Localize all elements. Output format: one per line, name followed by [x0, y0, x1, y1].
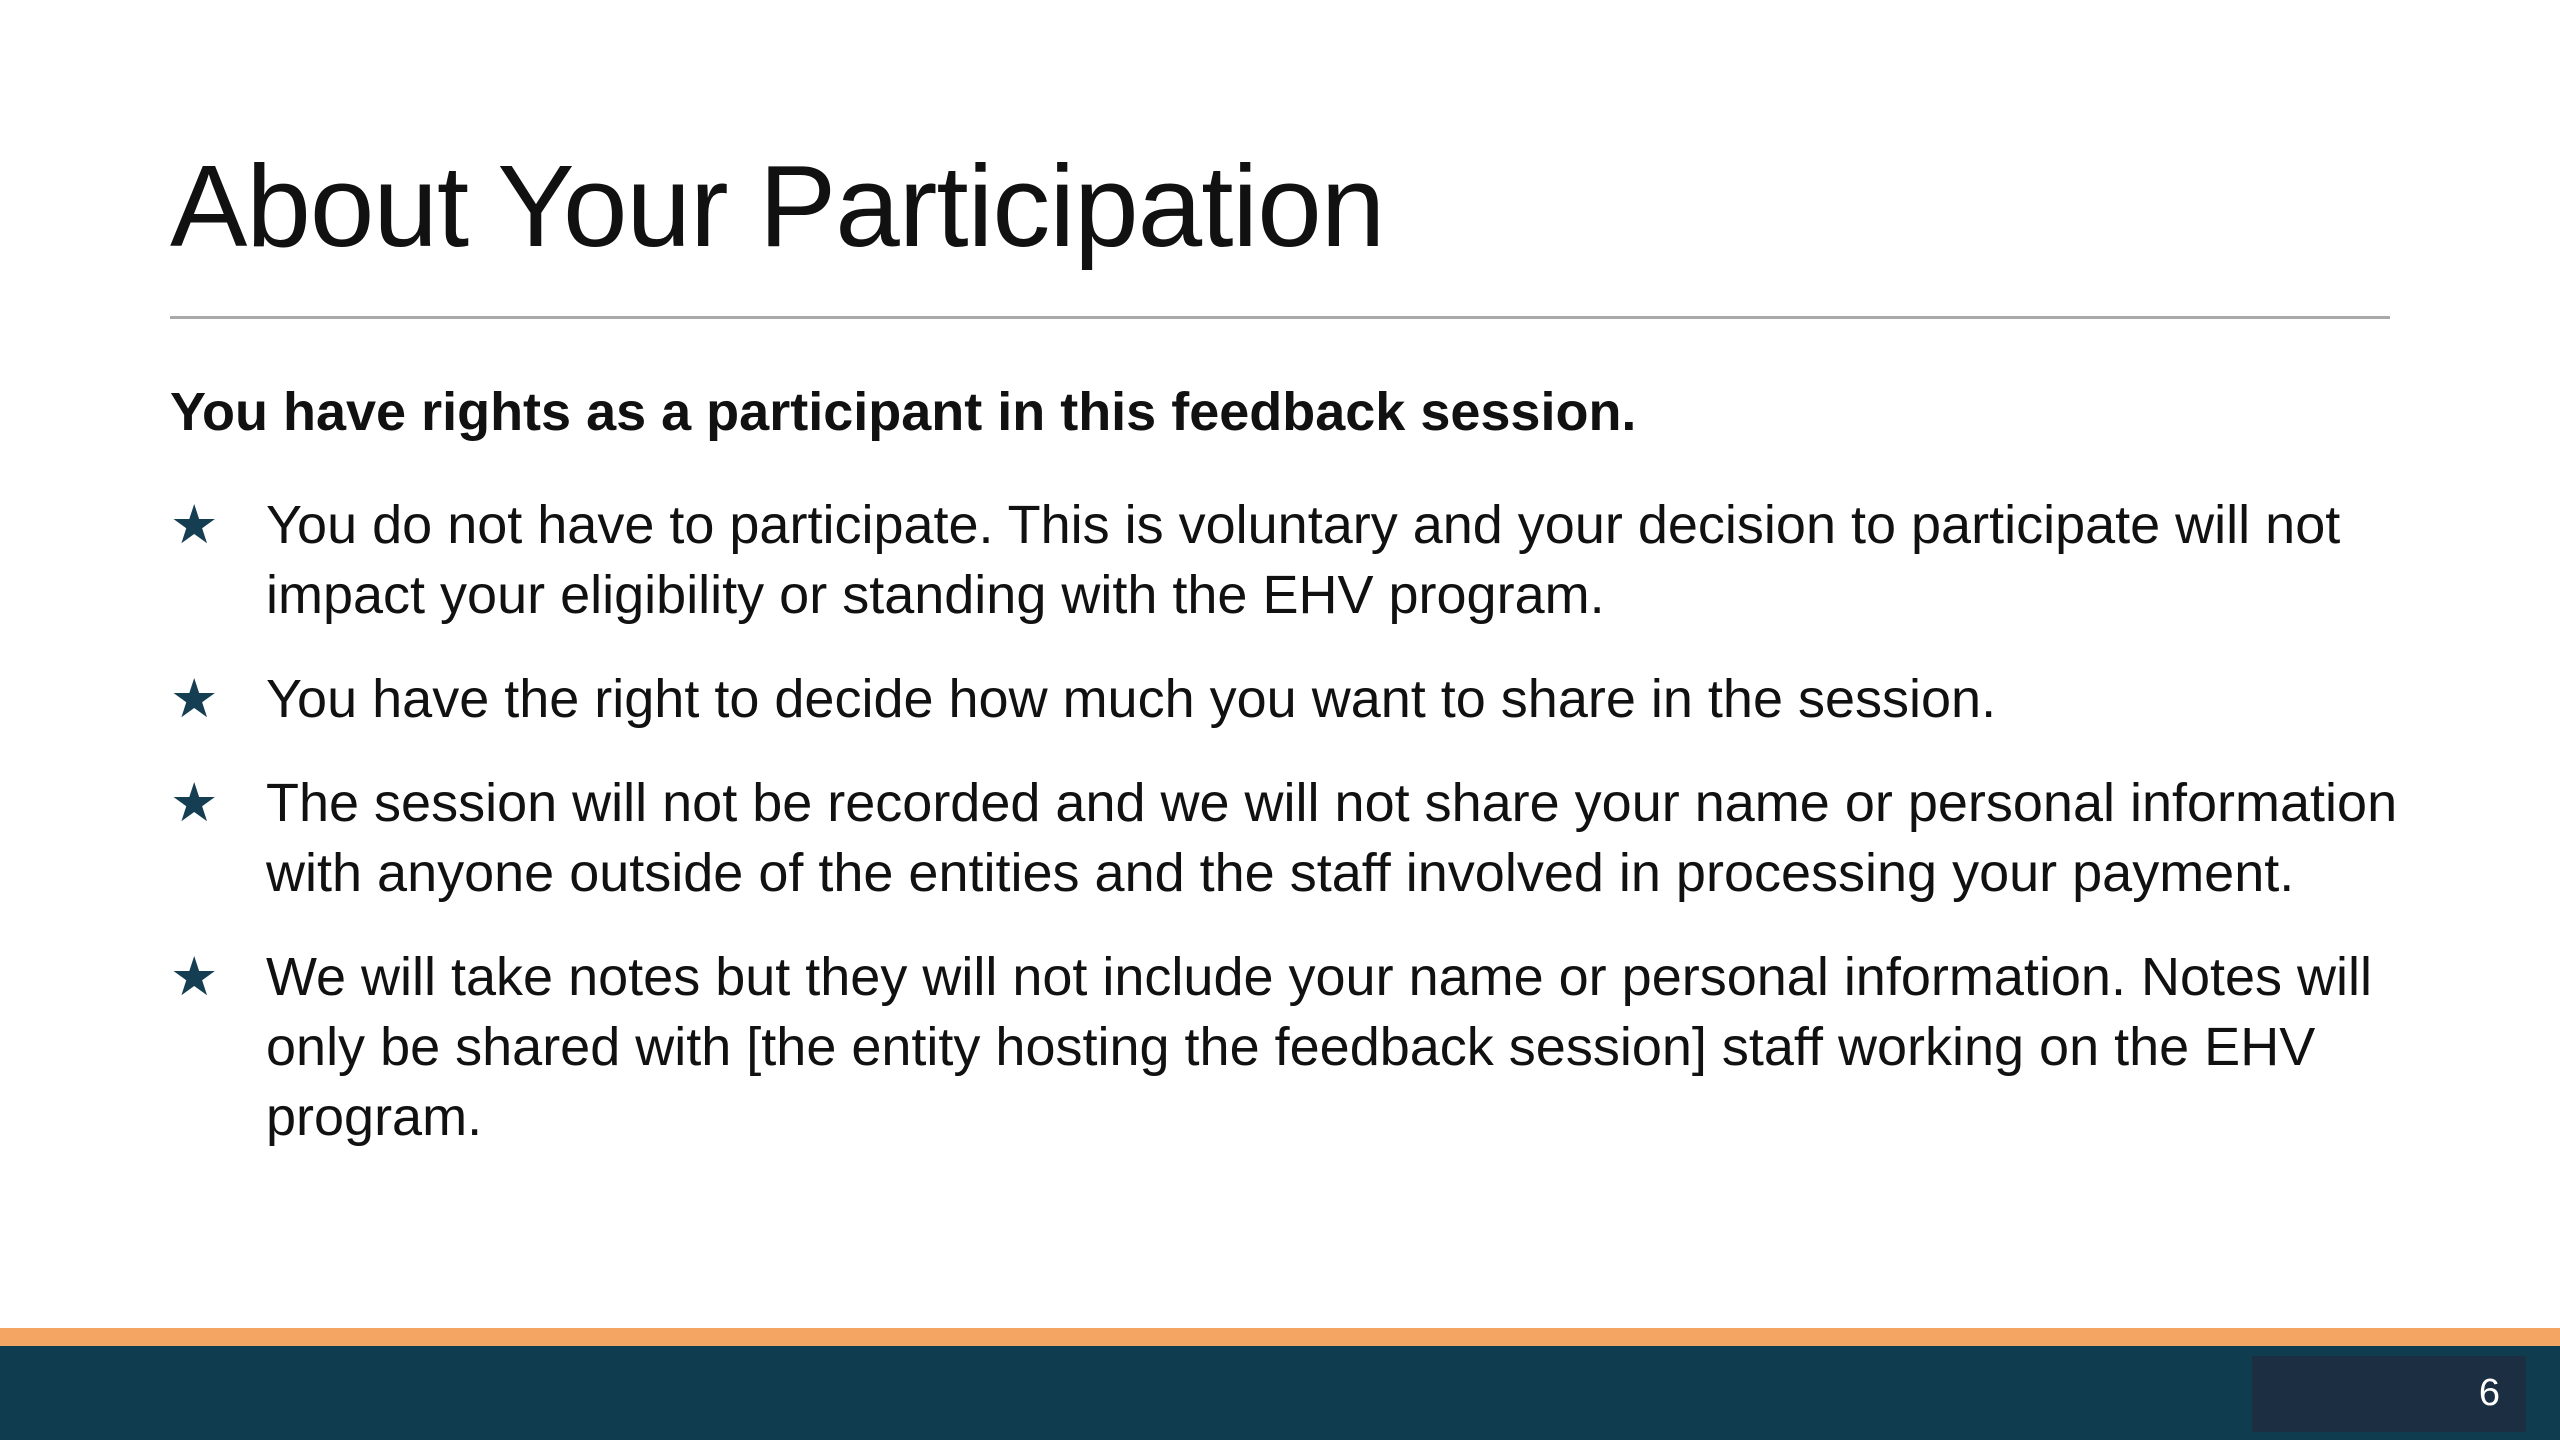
- slide-title: About Your Participation: [170, 141, 1385, 271]
- intro-text: You have rights as a participant in this feedback session.: [170, 382, 1637, 442]
- bullet-list: [170, 490, 2400, 1152]
- footer-bar: [0, 1346, 2560, 1440]
- star-icon: ★: [170, 667, 219, 730]
- page-number-box: [2252, 1356, 2526, 1432]
- bullet-item: [170, 490, 2400, 630]
- bullet-item: [170, 768, 2400, 908]
- page-number: 6: [2478, 1372, 2500, 1414]
- star-icon: ★: [170, 771, 219, 834]
- footer-accent-stripe: [0, 1328, 2560, 1346]
- bullet-text: You do not have to participate. This is voluntary and your decision to participate will not impact your eligibility or standing with the EHV program.: [266, 495, 2341, 625]
- star-icon: ★: [170, 945, 219, 1008]
- title-divider: [170, 316, 2390, 319]
- bullet-item: [170, 664, 2400, 734]
- slide-content: [170, 376, 2400, 1186]
- bullet-item: [170, 942, 2400, 1152]
- bullet-text: We will take notes but they will not include your name or personal information. Notes will only be shared with [the entity hosting the feedback session] staff working on the EHV program.: [266, 947, 2372, 1147]
- bullet-text: You have the right to decide how much you want to share in the session.: [266, 669, 1997, 729]
- star-icon: ★: [170, 493, 219, 556]
- bullet-text: The session will not be recorded and we will not share your name or personal information with anyone outside of the entities and the staff involved in processing your payment.: [266, 773, 2398, 903]
